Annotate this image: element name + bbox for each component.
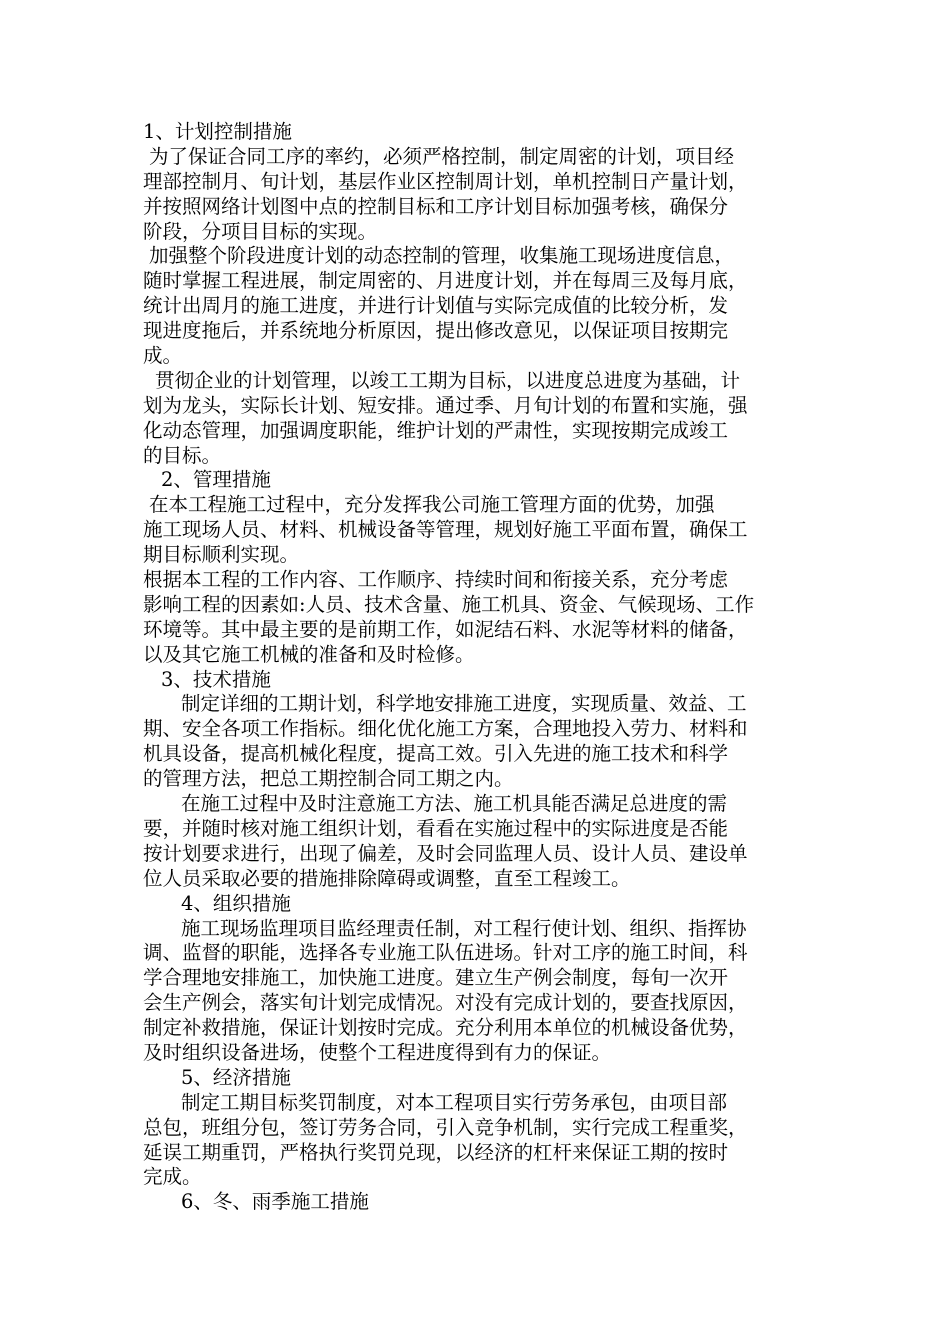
paragraph-line: 及时组织设备进场，使整个工程进度得到有力的保证。: [143, 1040, 612, 1064]
paragraph-line: 随时掌握工程进展，制定周密的、月进度计划，并在每周三及每月底，: [143, 269, 748, 293]
section-heading-plan-control: 1、计划控制措施: [143, 120, 292, 143]
paragraph-line: 在本工程施工过程中，充分发挥我公司施工管理方面的优势，加强: [149, 493, 715, 517]
paragraph-line: 学合理地安排施工，加快施工进度。建立生产例会制度，每旬一次开: [143, 966, 729, 990]
paragraph-line: 根据本工程的工作内容、工作顺序、持续时间和衔接关系，充分考虑: [143, 568, 729, 592]
paragraph-line: 施工现场人员、材料、机械设备等管理，规划好施工平面布置，确保工: [143, 518, 748, 542]
paragraph-line: 施工现场监理项目监经理责任制，对工程行使计划、组织、指挥协: [181, 916, 747, 940]
section-heading-technical: 3、技术措施: [161, 667, 271, 691]
paragraph-line: 位人员采取必要的措施排除障碍或调整，直至工程竣工。: [143, 866, 631, 890]
document-body: [143, 120, 823, 1215]
paragraph-line: 要，并随时核对施工组织计划，看看在实施过程中的实际进度是否能: [143, 816, 729, 840]
paragraph-line: 统计出周月的施工进度，并进行计划值与实际完成值的比较分析，发: [143, 294, 729, 318]
paragraph-line: 环境等。其中最主要的是前期工作，如泥结石料、水泥等材料的储备，: [143, 617, 748, 641]
paragraph-line: 化动态管理，加强调度职能，维护计划的严肃性，实现按期完成竣工: [143, 418, 729, 442]
paragraph-line: 期目标顺利实现。: [143, 543, 300, 567]
paragraph-line: 制定补救措施，保证计划按时完成。充分利用本单位的机械设备优势，: [143, 1016, 748, 1040]
paragraph-line: 成。: [143, 344, 183, 368]
paragraph-line: 制定详细的工期计划，科学地安排施工进度，实现质量、效益、工: [181, 692, 747, 716]
paragraph-line: 以及其它施工机械的准备和及时检修。: [143, 642, 475, 666]
paragraph-line: 划为龙头，实际长计划、短安排。通过季、月旬计划的布置和实施，强: [143, 393, 748, 417]
paragraph-line: 期、安全各项工作指标。细化优化施工方案，合理地投入劳力、材料和: [143, 717, 748, 741]
paragraph-line: 制定工期目标奖罚制度，对本工程项目实行劳务承包，由项目部: [181, 1090, 728, 1114]
paragraph-line: 在施工过程中及时注意施工方法、施工机具能否满足总进度的需: [181, 792, 728, 816]
paragraph-line: 完成。: [143, 1165, 202, 1189]
paragraph-line: 并按照网络计划图中点的控制目标和工序计划目标加强考核，确保分: [143, 194, 729, 218]
paragraph-line: 贯彻企业的计划管理，以竣工工期为目标，以进度总进度为基础，计: [155, 368, 741, 392]
paragraph-line: 按计划要求进行，出现了偏差，及时会同监理人员、设计人员、建设单: [143, 841, 748, 865]
paragraph-line: 加强整个阶段进度计划的动态控制的管理，收集施工现场进度信息，: [149, 244, 735, 268]
section-heading-organization: 4、组织措施: [181, 891, 291, 915]
paragraph-line: 会生产例会，落实旬计划完成情况。对没有完成计划的，要查找原因，: [143, 991, 748, 1015]
paragraph-line: 机具设备，提高机械化程度，提高工效。引入先进的施工技术和科学: [143, 742, 729, 766]
paragraph-line: 延误工期重罚，严格执行奖罚兑现，以经济的杠杆来保证工期的按时: [143, 1140, 729, 1164]
paragraph-line: 现进度拖后，并系统地分析原因，提出修改意见，以保证项目按期完: [143, 319, 729, 343]
paragraph-line: 理部控制月、旬计划，基层作业区控制周计划，单机控制日产量计划，: [143, 169, 748, 193]
section-heading-management: 2、管理措施: [161, 468, 271, 492]
paragraph-line: 调、监督的职能，选择各专业施工队伍进场。针对工序的施工时间，科: [143, 941, 748, 965]
paragraph-line: 总包，班组分包，签订劳务合同，引入竞争机制，实行完成工程重奖，: [143, 1115, 748, 1139]
paragraph-line: 的管理方法，把总工期控制合同工期之内。: [143, 767, 514, 791]
paragraph-line: 为了保证合同工序的率约，必须严格控制，制定周密的计划，项目经: [149, 144, 735, 168]
paragraph-line: 影响工程的因素如:人员、技术含量、施工机具、资金、气候现场、工作: [143, 592, 755, 616]
section-heading-economic: 5、经济措施: [181, 1065, 291, 1089]
paragraph-line: 阶段，分项目目标的实现。: [143, 219, 378, 243]
section-heading-seasonal: 6、冬、雨季施工措施: [181, 1190, 369, 1214]
paragraph-line: 的目标。: [143, 443, 222, 467]
